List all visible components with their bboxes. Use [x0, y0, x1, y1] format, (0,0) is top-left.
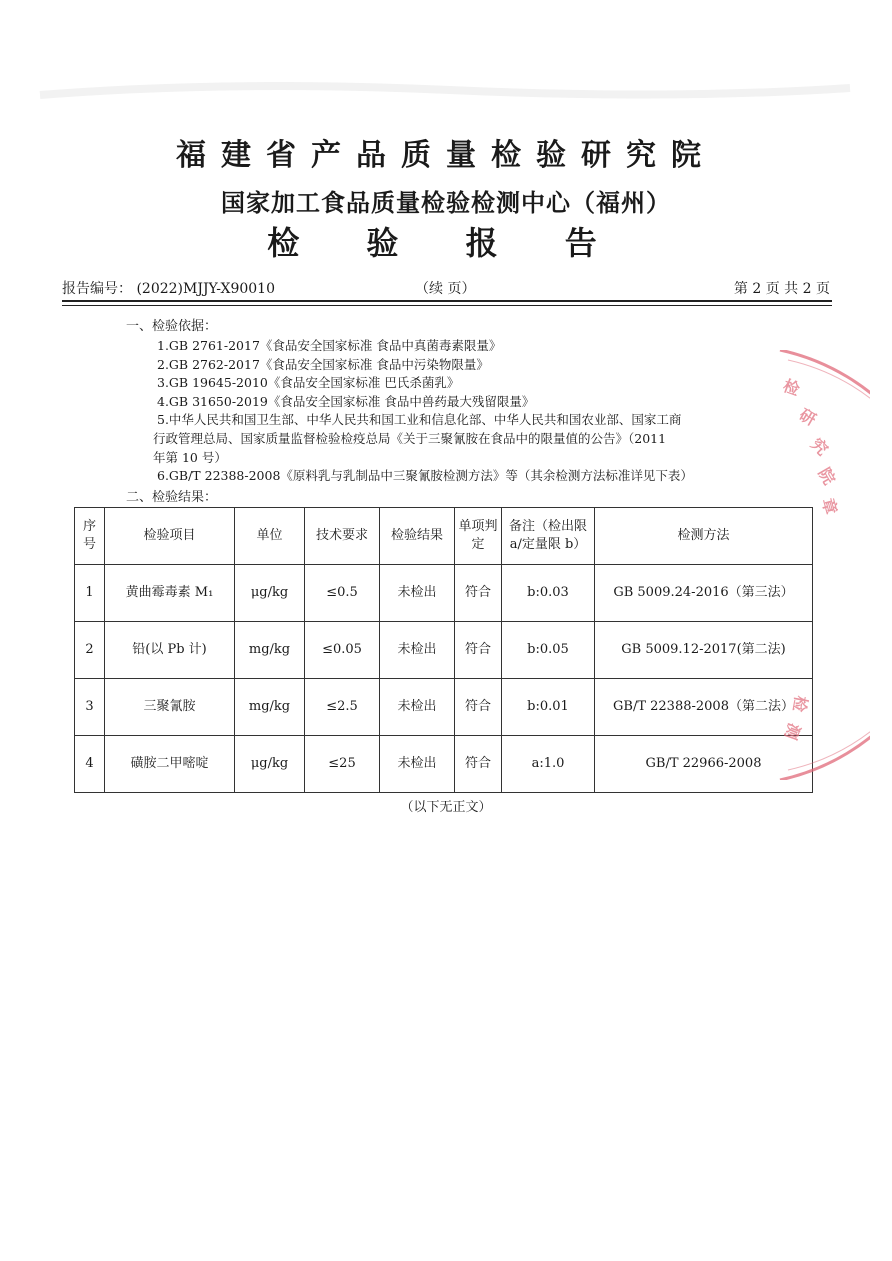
svg-text:章: 章 — [818, 496, 839, 517]
cell-judgement: 符合 — [455, 736, 502, 793]
official-seal — [760, 350, 870, 780]
institute-title: 福建省产品质量检验研究院 — [176, 138, 716, 173]
cell-method: GB/T 22388-2008（第二法） — [595, 679, 813, 736]
report-number: 报告编号： (2022)MJJY-X90010 — [62, 281, 276, 297]
table-row — [75, 622, 813, 679]
col-header-unit: 单位 — [235, 508, 305, 565]
header-rule — [62, 300, 832, 302]
basis-item: 1.GB 2761-2017《食品安全国家标准 食品中真菌毒素限量》 — [157, 338, 502, 353]
col-header-item: 检验项目 — [105, 508, 235, 565]
svg-text:究: 究 — [807, 435, 831, 460]
cell-requirement: ≤2.5 — [305, 679, 380, 736]
cell-result: 未检出 — [380, 622, 455, 679]
cell-requirement: ≤0.05 — [305, 622, 380, 679]
cell-unit: μg/kg — [235, 565, 305, 622]
basis-item: 6.GB/T 22388-2008《原料乳与乳制品中三聚氰胺检测方法》等（其余检测方法标准详见下表） — [157, 468, 693, 484]
cell-requirement: ≤25 — [305, 736, 380, 793]
cell-no: 4 — [75, 736, 105, 793]
results-heading: 二、检验结果： — [126, 490, 218, 505]
results-table — [74, 507, 813, 793]
cell-item: 黄曲霉毒素 M₁ — [105, 565, 235, 622]
basis-item: 2.GB 2762-2017《食品安全国家标准 食品中污染物限量》 — [157, 356, 489, 372]
col-header-judgement: 单项判定 — [455, 508, 502, 565]
cell-note: a:1.0 — [502, 736, 595, 793]
continued-label: （续 页） — [415, 281, 476, 297]
basis-item: 年第 10 号） — [153, 449, 227, 465]
svg-text:测: 测 — [780, 720, 803, 742]
basis-heading: 一、检验依据： — [126, 319, 218, 334]
cell-no: 2 — [75, 622, 105, 679]
header-rule-thin — [62, 305, 832, 306]
cell-method: GB/T 22966-2008 — [595, 736, 813, 793]
page-info: 第 2 页 共 2 页 — [733, 281, 830, 297]
svg-text:检: 检 — [780, 377, 802, 400]
cell-item: 铅(以 Pb 计) — [105, 622, 235, 679]
basis-item: 5.中华人民共和国卫生部、中华人民共和国工业和信息化部、中华人民共和国农业部、国家工商 — [157, 412, 682, 428]
cell-note: b:0.03 — [502, 565, 595, 622]
cell-requirement: ≤0.5 — [305, 565, 380, 622]
cell-item: 磺胺二甲嘧啶 — [105, 736, 235, 793]
basis-list — [153, 337, 777, 486]
cell-item: 三聚氰胺 — [105, 679, 235, 736]
svg-text:检: 检 — [789, 694, 809, 714]
cell-no: 3 — [75, 679, 105, 736]
scan-watermark — [30, 60, 862, 120]
table-row — [75, 565, 813, 622]
cell-method: GB 5009.12-2017(第二法) — [595, 622, 813, 679]
basis-item: 3.GB 19645-2010《食品安全国家标准 巴氏杀菌乳》 — [157, 375, 460, 391]
cell-judgement: 符合 — [455, 565, 502, 622]
cell-note: b:0.01 — [502, 679, 595, 736]
basis-item: 行政管理总局、国家质量监督检验检疫总局《关于三聚氰胺在食品中的限量值的公告》（2011 — [153, 430, 667, 446]
cell-result: 未检出 — [380, 736, 455, 793]
col-header-no: 序号 — [75, 508, 105, 565]
cell-unit: mg/kg — [235, 622, 305, 679]
table-row — [75, 679, 813, 736]
col-header-note: 备注（检出限 a/定量限 b） — [502, 508, 595, 565]
cell-note: b:0.05 — [502, 622, 595, 679]
basis-item: 4.GB 31650-2019《食品安全国家标准 食品中兽药最大残留限量》 — [157, 393, 535, 409]
cell-judgement: 符合 — [455, 622, 502, 679]
cell-judgement: 符合 — [455, 679, 502, 736]
col-header-result: 检验结果 — [380, 508, 455, 565]
cell-unit: μg/kg — [235, 736, 305, 793]
svg-text:院: 院 — [814, 465, 838, 488]
document-title: 检 验 报 告 — [267, 224, 625, 262]
table-row — [75, 736, 813, 793]
col-header-method: 检测方法 — [595, 508, 813, 565]
center-subtitle: 国家加工食品质量检验检测中心（福州） — [221, 188, 671, 217]
table-header-row — [75, 508, 813, 565]
cell-method: GB 5009.24-2016（第三法） — [595, 565, 813, 622]
cell-no: 1 — [75, 565, 105, 622]
end-of-text-note: （以下无正文） — [400, 800, 492, 815]
cell-result: 未检出 — [380, 679, 455, 736]
svg-text:研: 研 — [796, 406, 819, 430]
cell-result: 未检出 — [380, 565, 455, 622]
cell-unit: mg/kg — [235, 679, 305, 736]
col-header-requirement: 技术要求 — [305, 508, 380, 565]
